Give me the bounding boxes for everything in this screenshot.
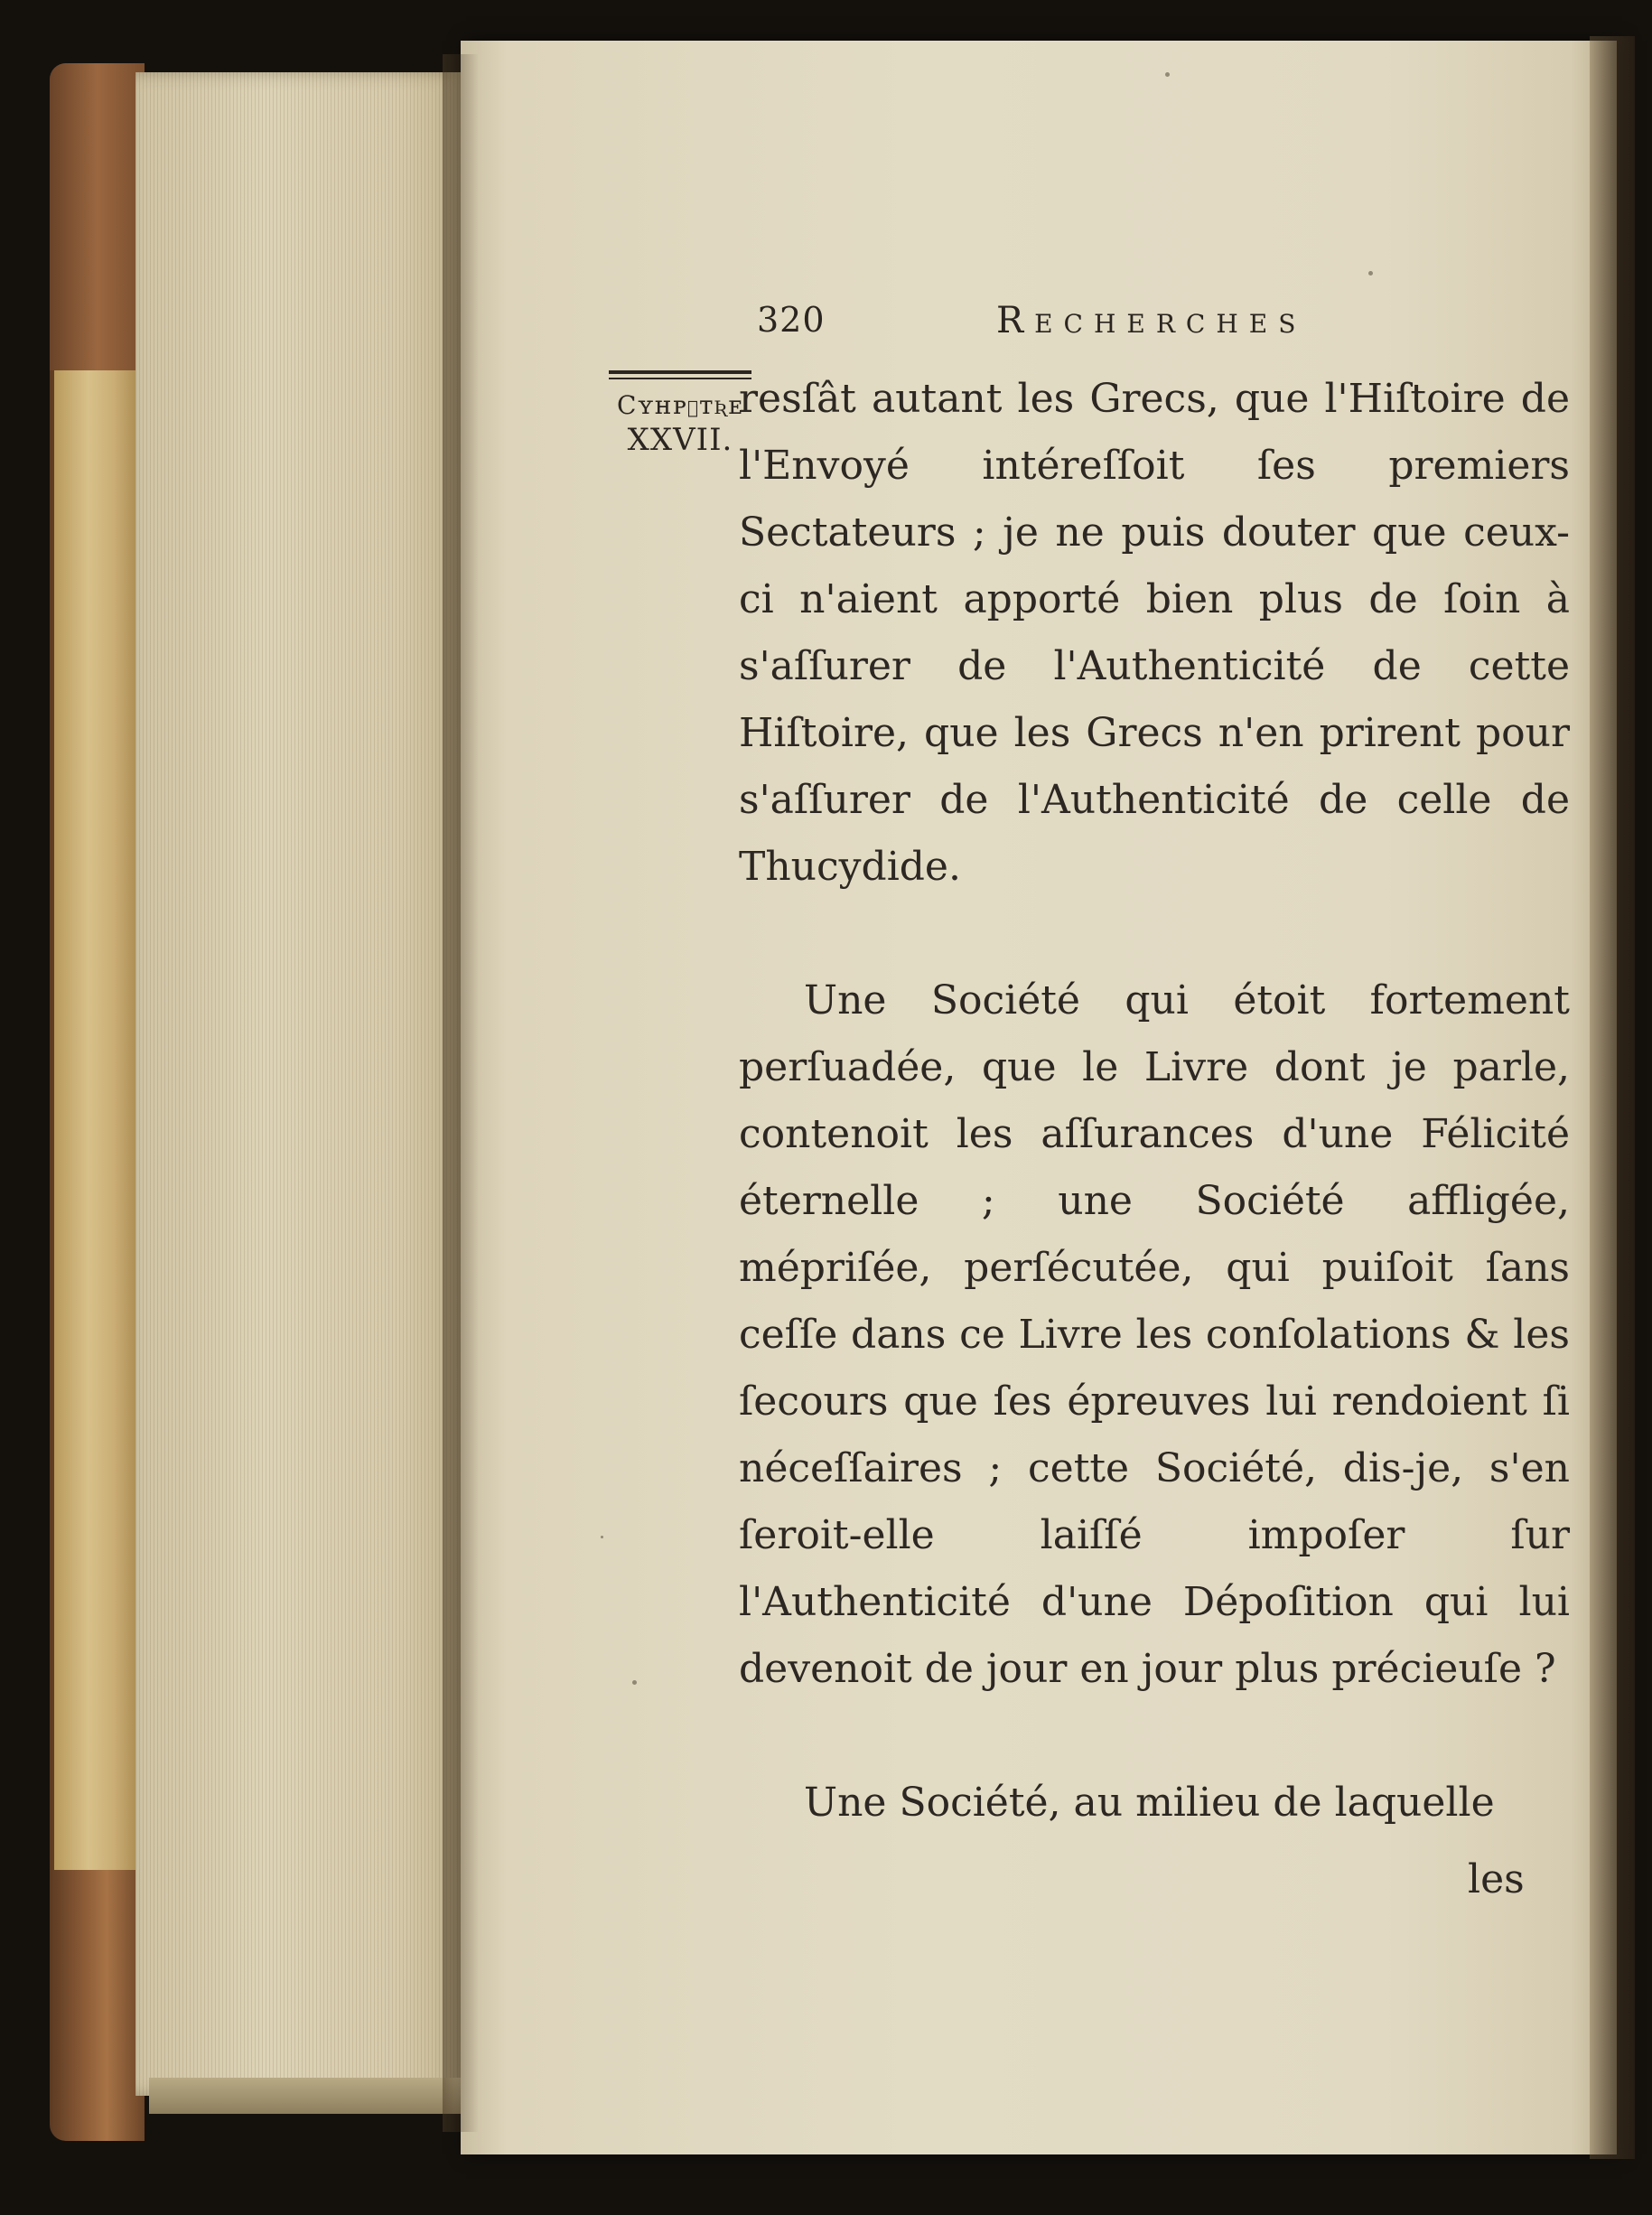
chapter-margin-note [603,370,757,457]
catchword: les [1468,1856,1525,1902]
facing-page-edge [1590,36,1635,2159]
page-header [757,300,1389,343]
page-block-bottom [149,2078,461,2114]
margin-rule-thin [609,378,751,379]
book-cover-leather [50,63,145,370]
page-number: 320 [757,300,826,340]
page-body [739,366,1570,1836]
running-title: Recherches [996,300,1307,341]
book-cover-parchment [54,370,140,1870]
page-gutter-shadow [443,54,479,2132]
margin-chapter-label: Cʏʜᴘɪᴛʀᴇ [617,390,743,420]
paragraph-1: resſât autant les Grecs, que l'Hiſtoire de l'Envoyé intéreſſoit ſes premiers Sectateurs ; je ne puis douter que ceux-ci n'aient apporté bien plus de ſoin à s'aſſurer de l'Authenticité de cette Hiſtoire, que les Grecs n'en prirent pour s'aſſurer de l'Authenticité de celle de Thucydide. [739,376,1570,890]
margin-chapter-number: XXVII. [627,422,733,458]
paragraph-2: Une Société qui étoit fortement perſuadée, que le Livre dont je parle, contenoit les aſſurances d'une Félicité éternelle ; une Société affligée, mépriſée, perſécutée, qui puiſoit ſans ceſſe dans ce Livre les conſolations & les ſecours que ſes épreuves lui rendoient ſi néceſſaires ; cette Société, dis-je, s'en ſeroit-elle laiſſé impoſer ſur l'Authenticité d'une Dépoſition qui lui devenoit de jour en jour plus précieuſe ? [739,977,1570,1692]
margin-rule-thick [609,370,751,374]
page-block-edges [135,72,461,2096]
paragraph-3: Une Société, au milieu de laquelle [804,1780,1495,1826]
